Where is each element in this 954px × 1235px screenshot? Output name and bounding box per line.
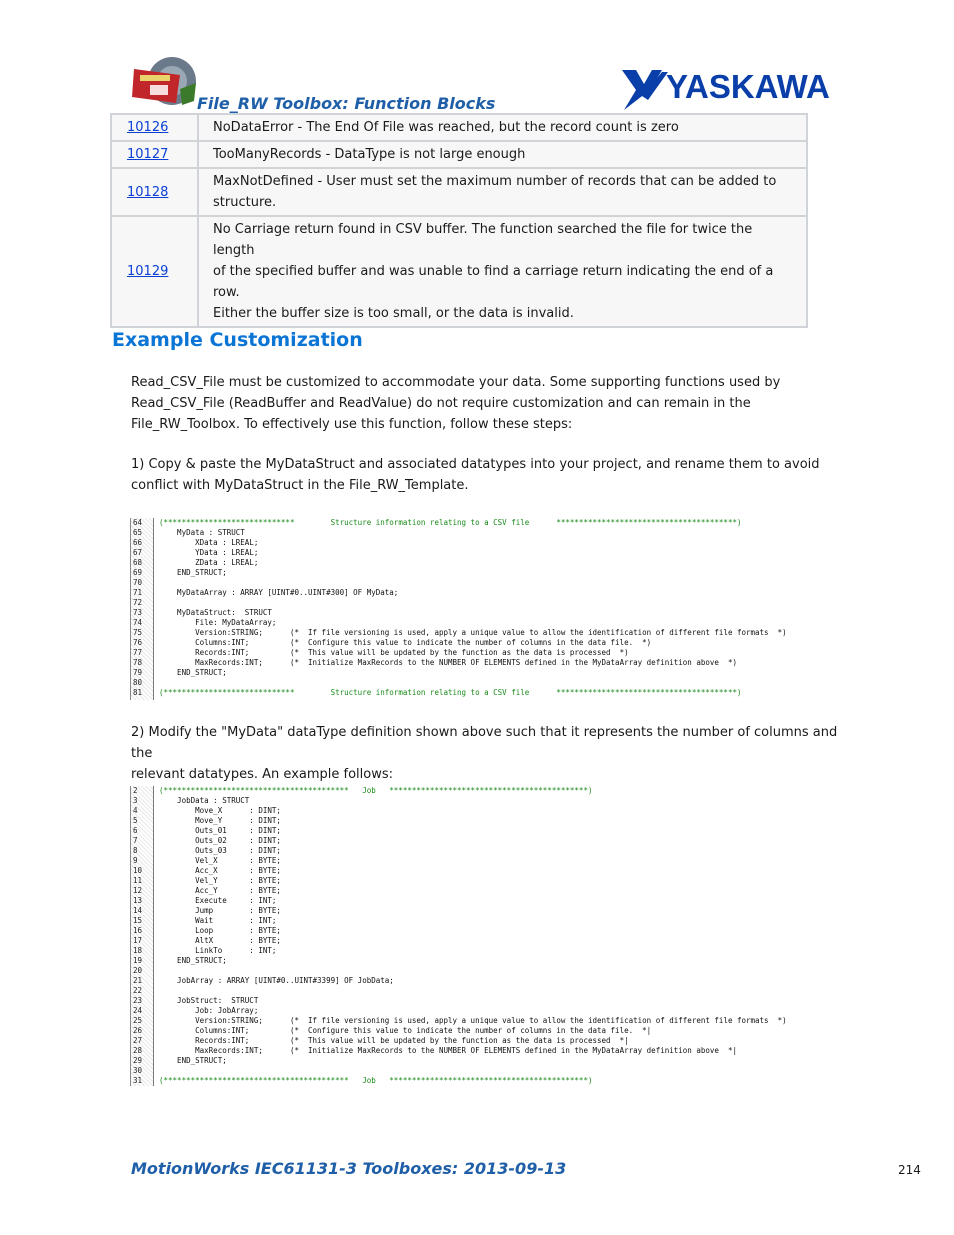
code-text: (***************************** Structure information relating to a CSV file ****************************************) (159, 688, 742, 697)
line-number: 66 (133, 538, 143, 547)
code-text: Vel_Y : BYTE; (159, 876, 281, 885)
code-line (131, 986, 849, 996)
line-number: 22 (133, 986, 143, 995)
code-text: LinkTo : INT; (159, 946, 277, 955)
code-text: Outs_03 : DINT; (159, 846, 281, 855)
line-number: 73 (133, 608, 143, 617)
code-line (131, 638, 849, 648)
error-row (111, 168, 807, 216)
line-number: 6 (133, 826, 138, 835)
code-snippet-mydata (130, 518, 849, 700)
code-text: END_STRUCT; (159, 668, 227, 677)
line-number: 74 (133, 618, 143, 627)
line-number: 7 (133, 836, 138, 845)
error-description-line: Either the buffer size is too small, or the data is invalid. (213, 306, 574, 321)
code-line (131, 568, 849, 578)
code-line (131, 1066, 849, 1076)
code-line (131, 538, 849, 548)
code-line (131, 876, 849, 886)
code-line (131, 588, 849, 598)
code-text: Loop : BYTE; (159, 926, 281, 935)
code-text: JobArray : ARRAY [UINT#0..UINT#3399] OF JobData; (159, 976, 394, 985)
code-text: AltX : BYTE; (159, 936, 281, 945)
code-text: MaxRecords:INT; (* Initialize MaxRecords to the NUMBER OF ELEMENTS defined in the MyDataArray definition above *| (159, 1046, 737, 1055)
yaskawa-logo-icon (622, 66, 844, 112)
line-number: 23 (133, 996, 143, 1005)
code-text: MaxRecords:INT; (* Initialize MaxRecords to the NUMBER OF ELEMENTS defined in the MyDataArray definition above *) (159, 658, 737, 667)
code-line (131, 618, 849, 628)
error-description-line: No Carriage return found in CSV buffer. The function searched the file for twice the length (213, 222, 753, 258)
code-text: YData : LREAL; (159, 548, 259, 557)
code-line (131, 598, 849, 608)
line-number: 69 (133, 568, 143, 577)
page-number: 214 (898, 1163, 921, 1177)
error-description-cell (198, 168, 807, 216)
code-line (131, 806, 849, 816)
code-line (131, 1076, 849, 1086)
error-description-cell (198, 114, 807, 141)
line-number: 20 (133, 966, 143, 975)
error-code-cell (111, 141, 198, 168)
line-number: 71 (133, 588, 143, 597)
code-text: Acc_Y : BYTE; (159, 886, 281, 895)
error-code-cell (111, 216, 198, 327)
code-line (131, 558, 849, 568)
code-line (131, 956, 849, 966)
code-line (131, 1006, 849, 1016)
code-line (131, 886, 849, 896)
line-number: 80 (133, 678, 143, 687)
line-number: 5 (133, 816, 138, 825)
error-description-line: MaxNotDefined - User must set the maximum number of records that can be added to (213, 174, 777, 189)
code-text: (***************************************** Job ********************************************) (159, 786, 593, 795)
line-number: 77 (133, 648, 143, 657)
line-number: 13 (133, 896, 143, 905)
error-code-link[interactable]: 10127 (127, 147, 169, 162)
code-text: Move_X : DINT; (159, 806, 281, 815)
line-number: 10 (133, 866, 143, 875)
line-number: 15 (133, 916, 143, 925)
code-line (131, 926, 849, 936)
code-text: Acc_X : BYTE; (159, 866, 281, 875)
error-row (111, 114, 807, 141)
code-text: ZData : LREAL; (159, 558, 259, 567)
footer-title: MotionWorks IEC61131-3 Toolboxes: 2013-09-13 (131, 1159, 567, 1178)
code-text: END_STRUCT; (159, 1056, 227, 1065)
error-code-link[interactable]: 10128 (127, 184, 169, 200)
line-number: 28 (133, 1046, 143, 1055)
code-line (131, 826, 849, 836)
code-line (131, 1036, 849, 1046)
code-line (131, 866, 849, 876)
code-line (131, 906, 849, 916)
code-line (131, 688, 849, 698)
code-line (131, 1016, 849, 1026)
error-description-line: of the specified buffer and was unable to find a carriage return indicating the end of a row. (213, 264, 774, 300)
code-text: XData : LREAL; (159, 538, 259, 547)
line-number: 3 (133, 796, 138, 805)
error-description-line: TooManyRecords - DataType is not large enough (213, 147, 526, 162)
line-number: 75 (133, 628, 143, 637)
error-description-cell (198, 216, 807, 327)
code-text: Wait : INT; (159, 916, 277, 925)
code-line (131, 628, 849, 638)
code-line (131, 1026, 849, 1036)
error-code-link[interactable]: 10129 (127, 264, 169, 279)
code-line (131, 916, 849, 926)
code-line (131, 1046, 849, 1056)
line-number: 14 (133, 906, 143, 915)
error-description-line: structure. (213, 195, 277, 210)
code-text: Move_Y : DINT; (159, 816, 281, 825)
line-number: 4 (133, 806, 138, 815)
code-line (131, 816, 849, 826)
line-number: 31 (133, 1076, 143, 1085)
code-text: MyDataArray : ARRAY [UINT#0..UINT#300] OF MyData; (159, 588, 399, 597)
header-title: File_RW Toolbox: Function Blocks (197, 94, 496, 113)
code-text: END_STRUCT; (159, 568, 227, 577)
code-text: Records:INT; (* This value will be updated by the function as the data is processed *) (159, 648, 629, 657)
line-number: 12 (133, 886, 143, 895)
error-code-table (110, 113, 808, 328)
line-number: 29 (133, 1056, 143, 1065)
error-code-cell (111, 114, 198, 141)
code-line (131, 786, 849, 796)
line-number: 72 (133, 598, 143, 607)
line-number: 8 (133, 846, 138, 855)
toolbox-logo-icon (130, 55, 200, 110)
code-line (131, 528, 849, 538)
code-line (131, 966, 849, 976)
line-number: 25 (133, 1016, 143, 1025)
error-row (111, 141, 807, 168)
code-text: Outs_02 : DINT; (159, 836, 281, 845)
code-text: MyData : STRUCT (159, 528, 245, 537)
line-number: 19 (133, 956, 143, 965)
code-line (131, 896, 849, 906)
line-number: 26 (133, 1026, 143, 1035)
code-text: Vel_X : BYTE; (159, 856, 281, 865)
code-text: Execute : INT; (159, 896, 277, 905)
line-number: 2 (133, 786, 138, 795)
line-number: 16 (133, 926, 143, 935)
code-line (131, 996, 849, 1006)
code-line (131, 518, 849, 528)
code-text: Jump : BYTE; (159, 906, 281, 915)
code-line (131, 796, 849, 806)
line-number: 67 (133, 548, 143, 557)
code-line (131, 946, 849, 956)
code-text: END_STRUCT; (159, 956, 227, 965)
code-line (131, 836, 849, 846)
error-code-cell (111, 168, 198, 216)
line-number: 18 (133, 946, 143, 955)
code-text: Version:STRING; (* If file versioning is used, apply a unique value to allow the identification of different file formats *) (159, 628, 787, 637)
line-number: 21 (133, 976, 143, 985)
code-line (131, 548, 849, 558)
code-text: MyDataStruct: STRUCT (159, 608, 272, 617)
code-line (131, 578, 849, 588)
code-text: Version:STRING; (* If file versioning is used, apply a unique value to allow the identification of different file formats *) (159, 1016, 787, 1025)
line-number: 78 (133, 658, 143, 667)
step1-paragraph: 1) Copy & paste the MyDataStruct and associated datatypes into your project, and rename them to avoid conflict with MyDataStruct in the File_RW_Template. (131, 457, 820, 493)
line-number: 70 (133, 578, 143, 587)
line-number: 17 (133, 936, 143, 945)
code-line (131, 668, 849, 678)
code-text: JobData : STRUCT (159, 796, 250, 805)
code-line (131, 658, 849, 668)
code-text: (***************************** Structure information relating to a CSV file ****************************************) (159, 518, 742, 527)
line-number: 76 (133, 638, 143, 647)
code-line (131, 856, 849, 866)
section-title: Example Customization (112, 329, 363, 351)
code-text: Job: JobArray; (159, 1006, 259, 1015)
error-description-line: NoDataError - The End Of File was reached, but the record count is zero (213, 120, 679, 135)
intro-paragraph: Read_CSV_File must be customized to accommodate your data. Some supporting functions used by Read_CSV_File (ReadBuffer and ReadValue) do not require customization and can remain in the File_RW_Toolbox. To effectively use this function, follow these steps: (131, 375, 781, 432)
error-code-link[interactable]: 10126 (127, 120, 169, 135)
line-number: 30 (133, 1066, 143, 1075)
line-number: 11 (133, 876, 143, 885)
code-line (131, 648, 849, 658)
code-line (131, 1056, 849, 1066)
error-description-cell (198, 141, 807, 168)
code-line (131, 678, 849, 688)
code-snippet-jobdata (130, 786, 849, 1086)
line-number: 64 (133, 518, 143, 527)
line-number: 27 (133, 1036, 143, 1045)
code-text: Records:INT; (* This value will be updated by the function as the data is processed *| (159, 1036, 629, 1045)
line-number: 81 (133, 688, 143, 697)
code-text: File: MyDataArray; (159, 618, 277, 627)
code-line (131, 608, 849, 618)
line-number: 9 (133, 856, 138, 865)
brand-text: YASKAWA (666, 68, 830, 105)
code-line (131, 936, 849, 946)
line-number: 24 (133, 1006, 143, 1015)
code-text: Columns:INT; (* Configure this value to indicate the number of columns in the data file. *) (159, 638, 652, 647)
code-text: JobStruct: STRUCT (159, 996, 259, 1005)
line-number: 68 (133, 558, 143, 567)
line-number: 65 (133, 528, 143, 537)
code-text: (***************************************** Job ********************************************) (159, 1076, 593, 1085)
code-text: Columns:INT; (* Configure this value to indicate the number of columns in the data file. *| (159, 1026, 652, 1035)
step2-paragraph: 2) Modify the "MyData" dataType definition shown above such that it represents the number of columns and the relevant datatypes. An example follows: (131, 725, 838, 782)
code-line (131, 976, 849, 986)
code-line (131, 846, 849, 856)
error-row (111, 216, 807, 327)
line-number: 79 (133, 668, 143, 677)
code-text: Outs_01 : DINT; (159, 826, 281, 835)
